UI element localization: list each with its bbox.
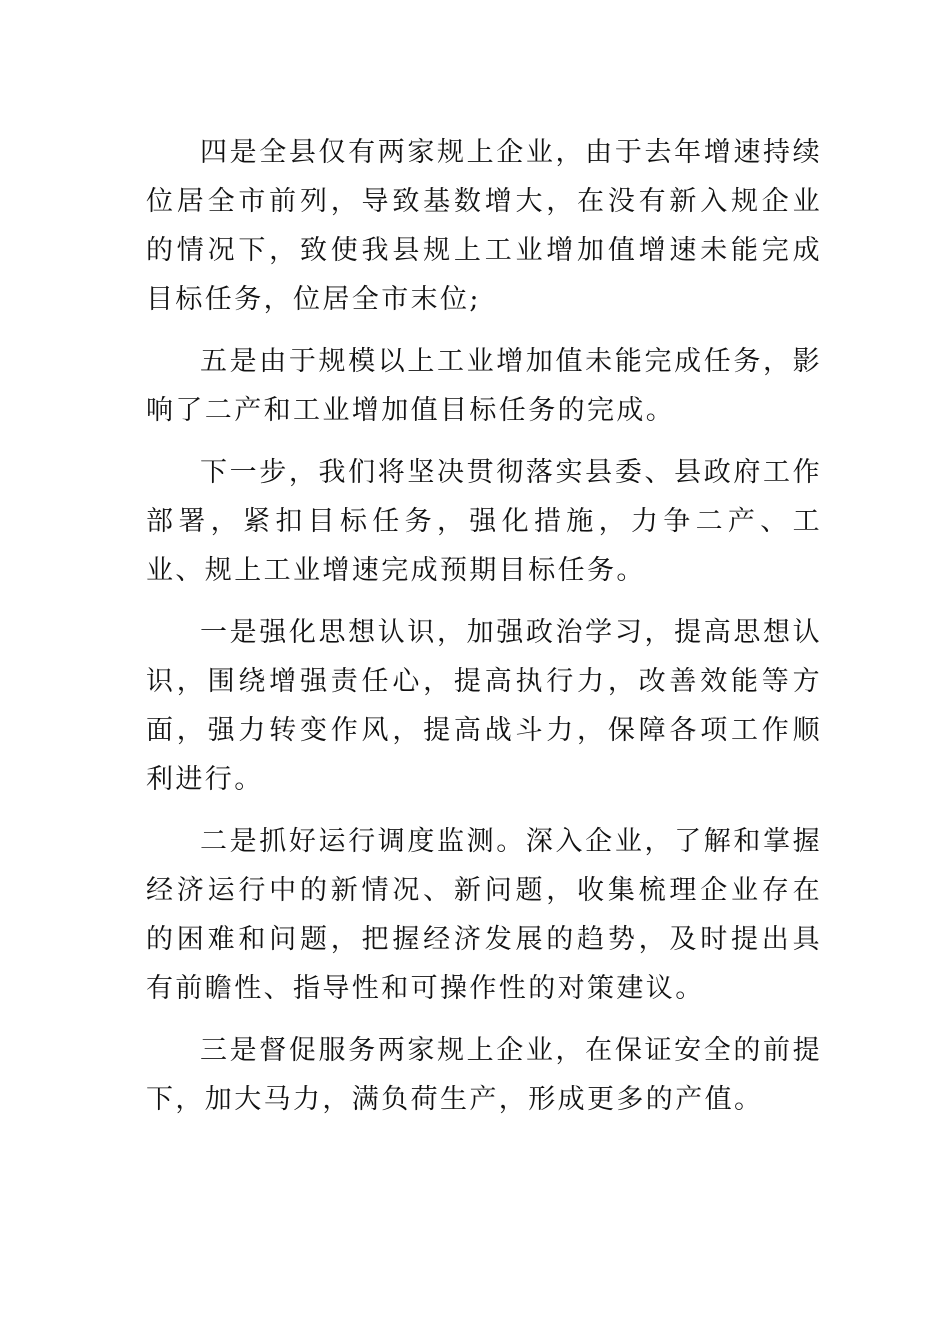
paragraph-measure-two: 二是抓好运行调度监测。深入企业，了解和掌握经济运行中的新情况、新问题，收集梳理企业存在的困难和问题，把握经济发展的趋势，及时提出具有前瞻性、指导性和可操作性的对策建议。 — [146, 826, 822, 1004]
paragraph-measure-one: 一是强化思想认识，加强政治学习，提高思想认识，围绕增强责任心，提高执行力，改善效能等方面，强力转变作风，提高战斗力，保障各项工作顺利进行。 — [146, 617, 822, 795]
paragraph-situation-five: 五是由于规模以上工业增加值未能完成任务，影响了二产和工业增加值目标任务的完成。 — [146, 346, 822, 426]
paragraph-situation-four: 四是全县仅有两家规上企业，由于去年增速持续位居全市前列，导致基数增大，在没有新入规企业的情况下，致使我县规上工业增加值增速未能完成目标任务，位居全市末位; — [146, 137, 822, 315]
document-body — [146, 128, 822, 1137]
paragraph-measure-three: 三是督促服务两家规上企业，在保证安全的前提下，加大马力，满负荷生产，形成更多的产值。 — [146, 1035, 822, 1115]
paragraph-next-step: 下一步，我们将坚决贯彻落实县委、县政府工作部署，紧扣目标任务，强化措施，力争二产、工业、规上工业增速完成预期目标任务。 — [146, 457, 822, 586]
